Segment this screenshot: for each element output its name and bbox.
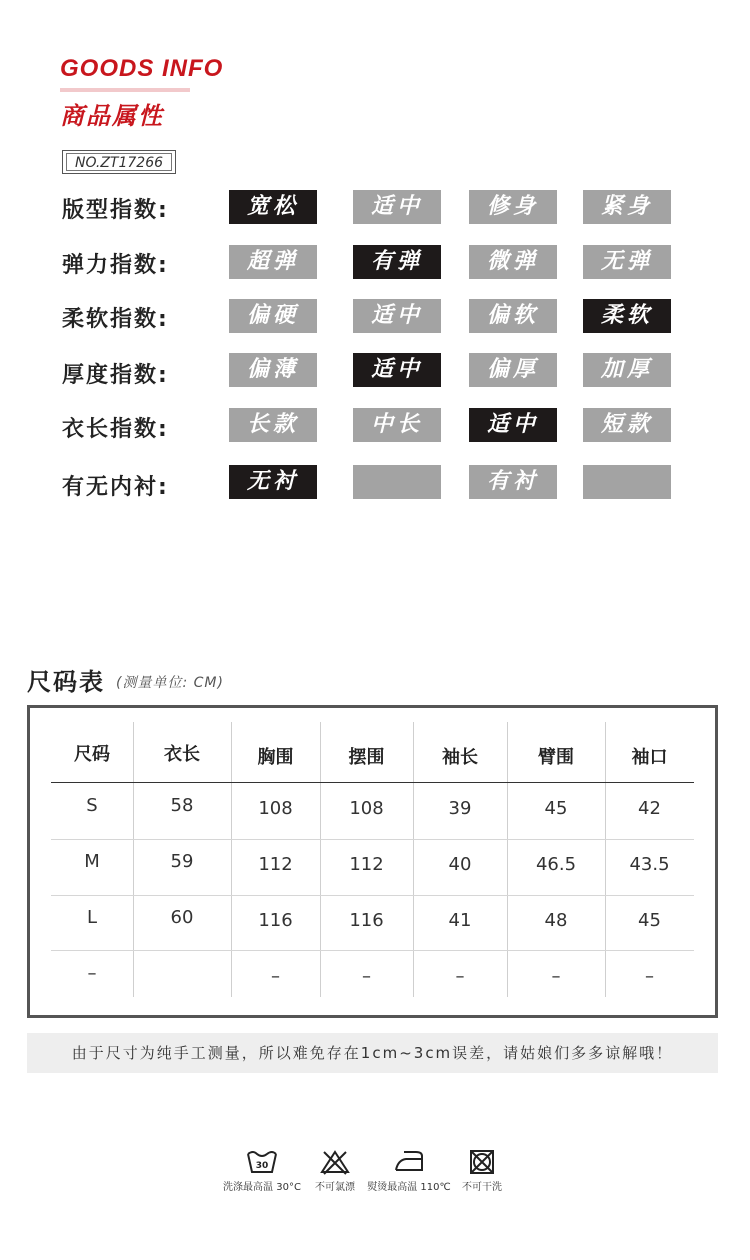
table-cell: 39 <box>448 798 472 819</box>
table-cell: 60 <box>170 907 194 928</box>
table-cell: 112 <box>349 854 384 875</box>
table-row-divider <box>51 782 694 783</box>
table-header-cell: 臂围 <box>538 747 574 768</box>
care-label: 熨烫最高温 110℃ <box>367 1182 451 1193</box>
table-cell: – <box>551 966 561 987</box>
attribute-option: 短款 <box>583 408 671 442</box>
model-number-badge <box>62 150 176 174</box>
table-cell: 40 <box>448 854 472 875</box>
attribute-option: 有衬 <box>469 465 557 499</box>
table-cell: 108 <box>258 798 293 819</box>
attribute-option: 适中 <box>353 299 441 333</box>
table-header-cell: 衣长 <box>164 744 200 765</box>
attribute-option-selected: 宽松 <box>229 190 317 224</box>
table-cell: 116 <box>258 910 293 931</box>
attribute-option-selected: 柔软 <box>583 299 671 333</box>
attribute-option: 长款 <box>229 408 317 442</box>
goods-info-title: GOODS INFO <box>60 55 224 82</box>
table-header-cell: 尺码 <box>74 744 110 765</box>
attribute-option: 适中 <box>353 190 441 224</box>
attribute-option: 偏薄 <box>229 353 317 387</box>
attribute-label: 柔软指数: <box>62 307 169 332</box>
attribute-option-selected: 有弹 <box>353 245 441 279</box>
iron-icon <box>392 1148 426 1176</box>
table-cell: S <box>86 795 98 816</box>
attribute-option: 偏软 <box>469 299 557 333</box>
attribute-option: 紧身 <box>583 190 671 224</box>
attribute-option <box>353 465 441 499</box>
table-cell: – <box>455 966 465 987</box>
measurement-note: 由于尺寸为纯手工测量，所以难免存在1cm~3cm误差，请姑娘们多多谅解哦！ <box>71 1044 674 1062</box>
attribute-option: 偏硬 <box>229 299 317 333</box>
table-cell: – <box>645 966 654 987</box>
attribute-option <box>583 465 671 499</box>
attribute-label: 衣长指数: <box>62 417 169 442</box>
size-chart-title: 尺码表 <box>27 668 105 696</box>
table-cell: M <box>84 851 100 872</box>
table-cell: 42 <box>638 798 661 819</box>
table-cell: 45 <box>638 910 661 931</box>
table-cell: 41 <box>448 910 472 931</box>
table-cell: 58 <box>170 795 194 816</box>
title-underline <box>60 88 190 92</box>
table-cell: 48 <box>544 910 568 931</box>
no-bleach-icon <box>318 1148 352 1176</box>
care-label: 不可干洗 <box>462 1182 502 1193</box>
attribute-option: 超弹 <box>229 245 317 279</box>
table-header-cell: 袖长 <box>442 747 478 768</box>
attribute-label: 弹力指数: <box>62 253 169 278</box>
table-header-cell: 胸围 <box>257 747 294 768</box>
attribute-option: 修身 <box>469 190 557 224</box>
table-cell: – <box>362 966 371 987</box>
attribute-option-selected: 适中 <box>353 353 441 387</box>
table-cell: – <box>87 963 97 984</box>
size-chart-unit: (测量单位: CM) <box>116 675 224 691</box>
attribute-option-selected: 无衬 <box>229 465 317 499</box>
attribute-option: 无弹 <box>583 245 671 279</box>
care-label: 洗涤最高温 30°C <box>223 1182 301 1193</box>
attribute-label: 有无内衬: <box>62 475 169 500</box>
table-cell: 112 <box>258 854 293 875</box>
attribute-option: 中长 <box>353 408 441 442</box>
attribute-label: 厚度指数: <box>62 363 169 388</box>
table-cell: – <box>271 966 280 987</box>
table-row-divider <box>51 950 694 951</box>
attribute-option: 加厚 <box>583 353 671 387</box>
table-cell: 45 <box>544 798 568 819</box>
attribute-option: 偏厚 <box>469 353 557 387</box>
attribute-option-selected: 适中 <box>469 408 557 442</box>
table-cell: 116 <box>349 910 384 931</box>
table-cell: 46.5 <box>535 854 577 875</box>
table-row-divider <box>51 895 694 896</box>
table-cell: 108 <box>349 798 384 819</box>
wash-30-icon <box>245 1148 279 1176</box>
table-cell: L <box>86 907 98 928</box>
table-header-cell: 摆围 <box>348 747 385 768</box>
table-row-divider <box>51 839 694 840</box>
table-cell: 59 <box>170 851 194 872</box>
goods-attributes-title: 商品属性 <box>60 102 164 130</box>
table-header-cell: 袖口 <box>631 747 668 768</box>
no-dry-clean-icon <box>465 1148 499 1176</box>
table-cell: 43.5 <box>629 854 670 875</box>
attribute-option: 微弹 <box>469 245 557 279</box>
model-number: NO.ZT17266 <box>66 153 172 171</box>
wash-temp-badge: 30 <box>255 1161 269 1171</box>
care-label: 不可氯漂 <box>315 1182 355 1193</box>
attribute-label: 版型指数: <box>62 198 169 223</box>
